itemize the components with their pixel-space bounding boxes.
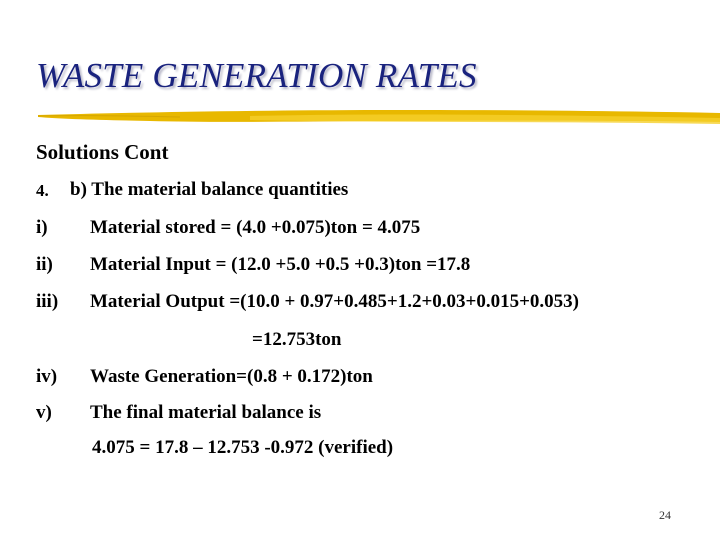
final-balance-label: The final material balance is bbox=[90, 402, 322, 423]
item-4-number: 4. bbox=[36, 181, 49, 200]
material-input-line: Material Input = (12.0 +5.0 +0.5 +0.3)ton =17.8 bbox=[90, 254, 471, 275]
roman-v: v) bbox=[36, 402, 52, 423]
subtitle: Solutions Cont bbox=[36, 140, 169, 164]
roman-iii: iii) bbox=[36, 291, 59, 312]
page-number: 24 bbox=[659, 508, 671, 522]
title-underline bbox=[0, 104, 720, 132]
final-balance-equation: 4.075 = 17.8 – 12.753 -0.972 (verified) bbox=[92, 437, 394, 458]
slide-title: WASTE GENERATION RATES bbox=[36, 56, 477, 95]
material-output-line: Material Output =(10.0 + 0.97+0.485+1.2+0.03+0.015+0.053) bbox=[90, 291, 580, 312]
material-stored-line: Material stored = (4.0 +0.075)ton = 4.075 bbox=[90, 217, 421, 238]
roman-iv: iv) bbox=[36, 366, 58, 387]
roman-i: i) bbox=[36, 217, 48, 238]
roman-ii: ii) bbox=[36, 254, 53, 275]
item-4-text: b) The material balance quantities bbox=[70, 179, 349, 200]
waste-generation-line: Waste Generation=(0.8 + 0.172)ton bbox=[90, 366, 373, 387]
material-output-result: =12.753ton bbox=[252, 329, 342, 350]
